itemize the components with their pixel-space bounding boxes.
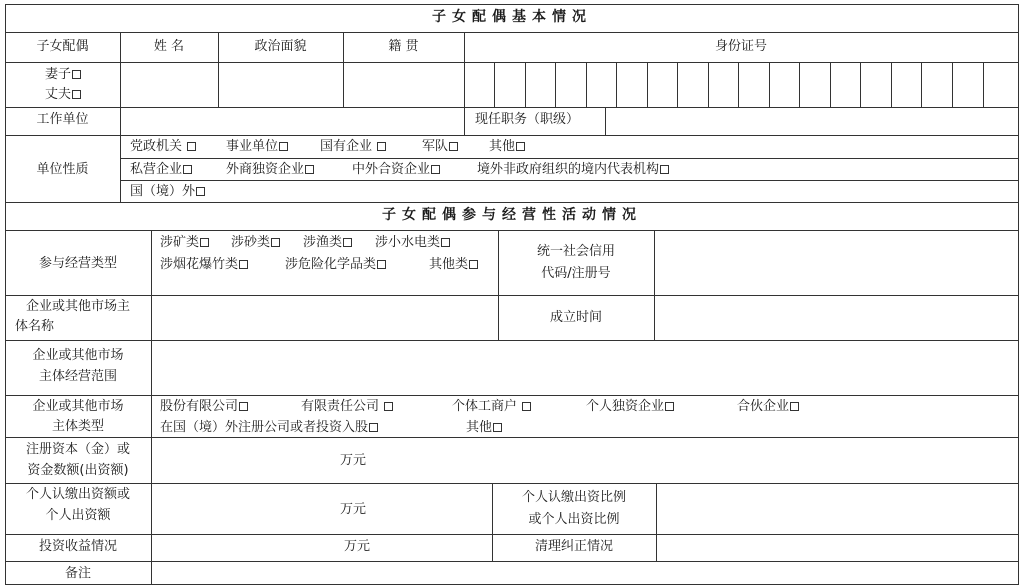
- option-joint-venture[interactable]: 中外合资企业: [352, 162, 440, 178]
- row-divider: [5, 135, 1019, 136]
- unit-nature-label: 单位性质: [36, 162, 89, 177]
- option-state-owned[interactable]: 国有企业: [320, 139, 386, 155]
- col-divider: [151, 230, 152, 585]
- id-cell-divider: [860, 62, 861, 107]
- option-other-entity[interactable]: 其他: [466, 420, 502, 436]
- checkbox[interactable]: [239, 260, 248, 269]
- option-fishery[interactable]: 涉渔类: [303, 235, 352, 251]
- entity-name-label: 企业或其他市场主: [25, 299, 130, 314]
- personal-contribution-unit: 万元: [340, 502, 367, 517]
- option-institution[interactable]: 事业单位: [226, 139, 288, 155]
- business-type-label: 参与经营类型: [38, 256, 117, 271]
- checkbox[interactable]: [377, 260, 386, 269]
- checkbox[interactable]: [790, 402, 799, 411]
- id-cell-divider: [830, 62, 831, 107]
- position-label: 现任职务（职级）: [475, 112, 580, 127]
- remark-label: 备注: [64, 566, 91, 581]
- option-hazardous-chem[interactable]: 涉危险化学品类: [285, 257, 386, 273]
- scope-label: 主体经营范围: [38, 369, 117, 384]
- id-cell-divider: [708, 62, 709, 107]
- row-divider: [5, 561, 1019, 562]
- option-foreign-owned[interactable]: 外商独资企业: [226, 162, 314, 178]
- checkbox[interactable]: [516, 142, 525, 151]
- checkbox[interactable]: [271, 238, 280, 247]
- option-private[interactable]: 私营企业: [130, 162, 192, 178]
- id-cell-divider: [525, 62, 526, 107]
- col-divider: [654, 230, 655, 340]
- id-cell-divider: [799, 62, 800, 107]
- row-divider: [5, 340, 1019, 341]
- row-divider: [5, 437, 1019, 438]
- checkbox[interactable]: [239, 402, 248, 411]
- established-label: 成立时间: [549, 310, 602, 325]
- checkbox[interactable]: [200, 238, 209, 247]
- col-divider: [656, 483, 657, 561]
- checkbox[interactable]: [522, 402, 531, 411]
- checkbox[interactable]: [493, 423, 502, 432]
- row-divider: [5, 534, 1019, 535]
- option-sand[interactable]: 涉砂类: [231, 235, 280, 251]
- row-divider: [5, 62, 1019, 63]
- option-fireworks[interactable]: 涉烟花爆竹类: [160, 257, 248, 273]
- col-divider: [120, 32, 121, 202]
- id-cell-divider: [983, 62, 984, 107]
- checkbox[interactable]: [449, 142, 458, 151]
- option-military[interactable]: 军队: [422, 139, 458, 155]
- option-partnership[interactable]: 合伙企业: [737, 399, 799, 415]
- checkbox[interactable]: [665, 402, 674, 411]
- option-party-gov[interactable]: 党政机关: [130, 139, 196, 155]
- id-cell-divider: [952, 62, 953, 107]
- row-divider: [120, 158, 1019, 159]
- capital-unit: 万元: [340, 453, 367, 468]
- work-unit-label: 工作单位: [36, 112, 89, 127]
- option-ngo-office[interactable]: 境外非政府组织的境内代表机构: [477, 162, 669, 178]
- checkbox[interactable]: [377, 142, 386, 151]
- checkbox[interactable]: [187, 142, 196, 151]
- col-divider: [605, 107, 606, 135]
- contribution-ratio-label: 个人认缴出资比例: [521, 490, 626, 505]
- credit-code-label: 统一社会信用: [536, 244, 615, 259]
- name-header: 姓 名: [153, 39, 185, 54]
- checkbox[interactable]: [660, 165, 669, 174]
- option-overseas[interactable]: 国（境）外: [130, 184, 205, 200]
- id-cell-divider: [921, 62, 922, 107]
- id-cell-divider: [494, 62, 495, 107]
- option-joint-stock[interactable]: 股份有限公司: [160, 399, 248, 415]
- row-divider: [5, 32, 1019, 33]
- checkbox[interactable]: [305, 165, 314, 174]
- id-cell-divider: [586, 62, 587, 107]
- capital-label: 注册资本（金）或: [25, 442, 130, 457]
- option-wife[interactable]: 妻子: [45, 67, 81, 83]
- investment-income-unit: 万元: [344, 539, 371, 554]
- origin-header: 籍 贯: [388, 39, 419, 54]
- checkbox[interactable]: [72, 70, 81, 79]
- option-other[interactable]: 其他: [489, 139, 525, 155]
- row-divider: [120, 180, 1019, 181]
- option-other-type[interactable]: 其他类: [429, 257, 478, 273]
- id-number-header: 身份证号: [714, 39, 767, 54]
- row-divider: [5, 202, 1019, 203]
- checkbox[interactable]: [343, 238, 352, 247]
- checkbox[interactable]: [369, 423, 378, 432]
- row-divider: [5, 295, 1019, 296]
- checkbox[interactable]: [441, 238, 450, 247]
- option-mining[interactable]: 涉矿类: [160, 235, 209, 251]
- personal-contribution-label: 个人认缴出资额或: [25, 487, 130, 502]
- option-overseas-investment[interactable]: 在国（境）外注册公司或者投资入股: [160, 420, 378, 436]
- id-cell-divider: [616, 62, 617, 107]
- contribution-ratio-label: 或个人出资比例: [528, 512, 620, 527]
- id-cell-divider: [738, 62, 739, 107]
- id-cell-divider: [647, 62, 648, 107]
- id-cell-divider: [769, 62, 770, 107]
- id-cell-divider: [677, 62, 678, 107]
- border-bottom: [5, 584, 1019, 585]
- row-divider: [5, 107, 1019, 108]
- entity-type-label: 企业或其他市场: [32, 399, 124, 414]
- option-sole-proprietor[interactable]: 个人独资企业: [586, 399, 674, 415]
- political-header: 政治面貌: [254, 39, 307, 54]
- option-small-hydro[interactable]: 涉小水电类: [375, 235, 450, 251]
- entity-type-label: 主体类型: [51, 419, 104, 434]
- checkbox[interactable]: [469, 260, 478, 269]
- capital-label: 资金数额(出资额): [27, 463, 129, 478]
- checkbox[interactable]: [279, 142, 288, 151]
- credit-code-label: 代码/注册号: [541, 266, 611, 281]
- section1-title: 子女配偶基本情况: [432, 9, 592, 25]
- cleanup-label: 清理纠正情况: [534, 539, 613, 554]
- checkbox[interactable]: [183, 165, 192, 174]
- option-individual-business[interactable]: 个体工商户: [452, 399, 531, 415]
- relation-header: 子女配偶: [36, 39, 89, 54]
- border-right: [1018, 4, 1019, 585]
- section2-title: 子女配偶参与经营性活动情况: [382, 207, 642, 223]
- option-husband[interactable]: 丈夫: [45, 87, 81, 103]
- entity-name-label: 体名称: [15, 319, 55, 334]
- checkbox[interactable]: [72, 90, 81, 99]
- checkbox[interactable]: [384, 402, 393, 411]
- checkbox[interactable]: [196, 187, 205, 196]
- row-divider: [5, 483, 1019, 484]
- checkbox[interactable]: [431, 165, 440, 174]
- scope-label: 企业或其他市场: [32, 348, 124, 363]
- option-limited-liability[interactable]: 有限责任公司: [301, 399, 393, 415]
- row-divider: [5, 230, 1019, 231]
- border-top: [5, 4, 1019, 5]
- personal-contribution-label: 个人出资额: [45, 508, 111, 523]
- id-cell-divider: [555, 62, 556, 107]
- id-cell-divider: [891, 62, 892, 107]
- investment-income-label: 投资收益情况: [38, 539, 117, 554]
- row-divider: [5, 395, 1019, 396]
